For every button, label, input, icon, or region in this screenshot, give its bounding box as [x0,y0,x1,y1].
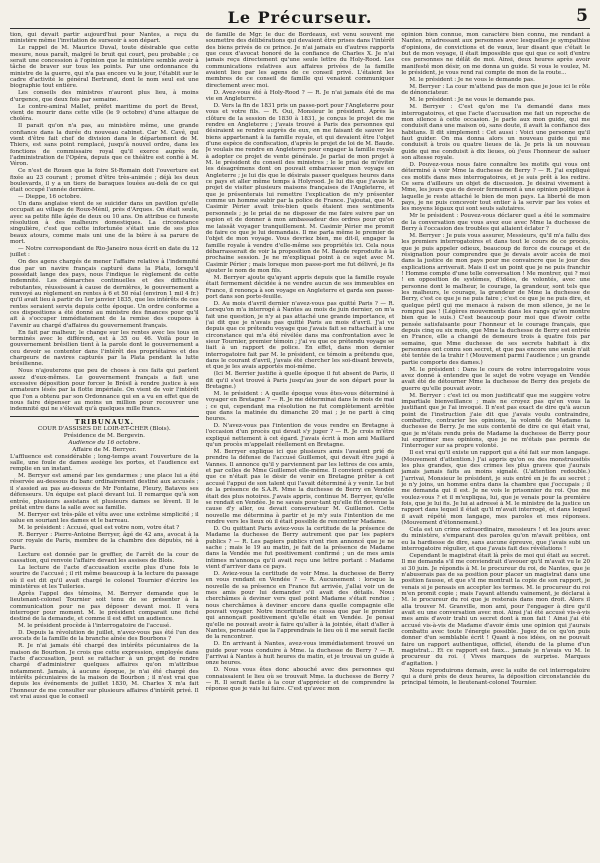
paragraph: M. Berryer est très-pâle et vêtu avec une extrême simplicité ; il salue en souriant les dames et le barreau. [10,511,199,525]
masthead [10,6,590,29]
paragraph: Ce n'est de Rouen que la foire St-Romain doit l'ouverture est fixée au 23 courant ; promet d'être très-animée ; déjà les deux boulevards, il y a un tiers de baraques louées au-delà de ce qui était occupé l'année dernière. [10,168,199,194]
paragraph: R. Berryer : Pierre-Antoine Berryer, âgé de 42 ans, avocat à la cour royale de Paris, membre de la chambre des députés, né à Paris. [10,532,199,551]
paragraph: En fait par malheur, le change sur les rentes avec les tous en terminés avec le différend, est à 35 ou 46. Voilà pour le gouvernement brésilien tient à la parole dont le gouvernement a ceu devoir se contenter dans l'intérêt des propriétaires et des chargeurs de navires capturés par la Plata pendant la lutte brésilienne. [10,329,199,368]
paragraph: D. Vers la fin de 1831 pris un passe-port pour l'Angleterre pour vous et votre fils. — R. Oui, Monsieur le président. Après la clôture de la session de 1830 à 1831, je conçus le projet de me rendre en Angleterre ; j'avais trouvé à Paris des personnes qui désiraient se rendre auprès de eux, en me faisant de sauver les biens appartenant à la famille royale, et qui devaient être l'objet d'une espèce de confiscation, d'après le projet de loi de M. Baude. Je voulais me rendre en Angleterre pour engager la famille royale à adopter ce projet de vente générale. Je parlai de mon projet à M. le président du conseil des ministres ; le le priai de m'éviter les désagrémens dont on pouvait embarrasser mon voyage en Angleterre ; je lui dis que le désirais passer quelques heures dans ce pays et aller même temps à Holyrood. Je lui dis que j'avais le projet de visiter plusieurs maisons françaises de l'Angleterre, et que je présenterais lui remettre l'explication de m'y présenter comme un homme subir par la police de France. J'ajoutai, que M. Casimir Périer avait très-bien quels étaient mes sentiments personnels ; je le priai de ne disposer de me faire suivre par un espion et de donner à mon ambassadeur des ordres pour qu'on me laissât voyager tranquillement. M. Casimir Périer me promit de faire ce que je lui demandais. Il me parla même le premier de l'objet de mon voyage. Vous devriez bien, me dit-il, engager la famille royale à vendre d'elle-même ses propriétés ici. Cela nous débarrasserait de voir la proposition de M. Baude reproduite à la prochaine session. Je ne m'expliquai point à ce sujet avec M. Casimir Périer ; mais lorsque mon passe-port me fut délivré, je fis ajouter le nom de mon fils. [205,102,395,274]
newspaper-title: Le Précurseur. [227,8,373,27]
paragraph: M. le président : Accusé, quel est votre nom, votre état ? [18,525,180,532]
paragraph: M. le président : Dans le cours de votre interrogatoire vous avez donné à entendre que le sujet de votre voyage en Vendée avait été de détourner Mme la duchesse de Berry des projets de guerre qu'elle pouvait avoir. [401,366,590,392]
paragraph: M. Berryer : Je puis vous assurer, Messieurs, qu'il m'a fallu des les premiers interrogatoires et dans tout le cours de ce procès, que je puis appeler odieux, beaucoup de force de courage et de résignation pour comprendre que je devais avoir accès de moi dans la justice de mon pays pour me convaincre que le jour des explications arriverait. Mais il est un point que je ne puis franchir ! Homme compte d'une telle conversation ! Me montrer, qui ? moi ! en opposition de systèmes, d'idées, de volontés, avec une personne dont le malheur, le courage, la grandeur, sont tels que les malheurs, le courage, la grandeur de Mme la duchesse de Berry, c'est ce que je ne puis faire ; c'est ce que je ne puis dire, et quelque péril qui me menace à raison de mon silence, je ne le romprai pas ! (Légères mouvements dans les rangs qu'en montre bien que le suis.) C'est beaucoup pour moi que d'avoir cette pensée satisfaisante pour l'honneur et le courage français, que depuis cinq ou six mois, que Mme la duchesse de Berry est entrée en France, elle a changé de demeure trois à quatre fois par semaine, que Mme duchesse de ses secrets habitait à dix personnes ont connu son secret, et que pas encore une seule n'ait été tentée de la trahir ! (Mouvement parmi l'audience ; un grande partie comporte des dames.) [401,232,590,366]
paragraph: Cependant le magistrat était là près de moi qui était au secret. Il me demanda s'il me conviendrait d'avouer qu'il m'avait vu le 20 si 30 juin. Je répondis à M. le procureur du roi, de Nantes, que je n'abuserais pas de sa position pour placer un magistrat dans une position fausse, et que s'il me montrait la copie de son rapport, je venais si je pensais en accepter les termes. M. le procureur du roi m'en promit copie ; mais l'ayant attendu vainement, je déclarai à M. le procureur du roi que je resterais dans mon droit. Alors il alla trouver M. Granville, mon ami, pour l'engager à dire qu'il avait eu une conversation avec moi. Ainsi j'ai été accusé vis-à-vis mes amis d'avoir trahi un secret dont à mon fait ! Ainsi j'ai été accusé vis-à-vis de Madame d'avoir émis une opinion qui j'aurais combattu avec toute l'énergie possible. Jugez de ce qu'on puis donner d'un semblable écrit ! Quant à nos idées, on ne pouvait faire un rapport authentique, officiel, étendu de la plume d'un magistrat... Et ce rapport est faux... jamais je n'avais vu M. le procureur du roi. ( Vives marques de surprise. Marques d'agitation. ) [401,552,590,667]
paragraph: D. Aviez-vous la certitude de voir Mme. la duchesse de Berry en vous rendant en Vendée ? — R. Aucunement : lorsque la nouvelle de sa présence en France fut arrivée, j'allai voir un de mes amis pour lui demander s'il avait des détails. Nous cherchâmes à deviner vers quel point Madame s'était rendue ; nous cherchâmes à deviner encore dans quelle compagnie elle pouvait voyager. Notre incertitude ne cessa que par le premier qui annonçait positivement qu'elle était en Vendée. Je pensai qu'elle ne pouvait avoir à faire qu'aller à la jointée, était d'aller à Nantes, persuadé que la l'apprendrais le lieu où il me serait facile de la rencontrer. [205,570,395,641]
page-number: 5 [576,6,588,26]
article-columns [10,32,590,862]
paragraph: M. le président : Je ne vous le demande pas. [409,77,535,83]
column-1 [10,32,199,862]
section-divider [10,416,199,417]
paragraph: Il est vrai qu'il existe un rapport qui a été fait sur mon langage. (Mouvement d'attention.) J'ai appris qu'on ou des monstruosités les plus grandes, que des crimes les plus graves que j'aurais jamais jamais faits au moins signalé. (L'attention redouble.) J'arrivai, Monsieur le président, je suis entré en je fis au secret ; je n'y joins, un homme entra dans la chambre que j'occupais ; il me demanda qui il est. Je ne vois le prisonnier du roi. Que me voulez-vous ? et il m'expliqua, lui, que je venais pour la première fois, que je lui fis. Je lui ai adressé à M. le ministre de la justice un rapport dans lequel il était qu'il m'avait interrogé, et dans lequel il avait répété mon langage, mes paroles et mes réponses. (Mouvement d'étonnement.) [401,450,590,527]
column-3 [401,32,590,862]
paragraph: de famille de Mgr. le duc de Bordeaux, est venu souvent me soumettre des délibérations qui devaient être prises dans l'intérêt des biens privés de ce prince. Je n'ai jamais eu d'autres rapports que ceux d'avocat honoré de la confiance de Charles X. Je n'ai jamais reçu directement qu'une seule lettre du Holy-Rood. Les communications relatives aux affaires privées de la famille avaient lieu par les agens de ce conseil privé. L'étaient les membres de ce conseil de famille qui venaient communiquer directement avec moi. [205,32,395,89]
paragraph: (Ici M. Berrier justifie à quelle époque il fut absent de Paris, il dit qu'il s'est trouvé à Paris jusqu'au jour de son départ pour la Bretagne.) [205,371,395,390]
paragraph: — Dieppe, 16 octobre. [18,194,82,201]
paragraph: On des agens chargés de mener l'affaire relative à l'indemnité due par un navire français capturé dans la Plata, lorsqu'il possédait lange des pays, nous l'indique le règlement de cette indemnité. Les démarches continuelles et des difficultés rebutantes, réussissant à cause de dernières, le gouvernement a renvoyé au règlement en rentes à 6 et 50 réal (environ 1 mil 4 fr.) qu'il avait lieu à partir du 1er janvier 1835, que les intérêts de ces rentes seraient servis depuis cette époque. Un ordre conforme a ces dispositions a été donné au ministre des finances pour qu'il ait à s'occuper immédiatement de la remise des coupons à l'avenir au chargé d'affaires du gouvernement français. [10,259,199,329]
paragraph: La lecture de l'acte d'accusation excite plus d'une fois le sourire de l'accusé ; il rit même beaucoup à la lecture du passage où il est dit qu'il avait chargé le colonel Tournier d'écrire les ministères et les Tuileries. [10,564,199,590]
paragraph: D. Au mois d'avril dernier n'avez-vous pas quitté Paris ? — R. Lorsqu'on m'a interrogé à Nantes au mois de juin dernier, on m'a fait une question, je n'y ai pas attaché une grande importance, et j'ai dit que je n'avais pas quitté Paris au mois d'avril. J'ai vu depuis que ce prétendu voyage que j'avais fait se rattachait à une circonstance qui m'a été révélée dans ma confrontation avec le sieur Tournier, premier témoin ; j'ai vu que ce prétendu voyage se liait à un rapport de police. En effet, dans mon dernier interrogatoire fait par M. le président, ce témoin a prétendu que, dans le courant d'avril, j'avais été chercher les soi-disant brevets, et que je les avais apportés moi-même. [205,300,395,371]
paragraph: Un dans anglaise vient de se suicider dans un pavillon qu'elle occupait au village de Roux-Ménil, près d'Arques. On était seule, avec sa petite fille âgée de deux ou 10 ans. On attribue ce funeste résolution à des malheurs domestiques. La circonstance singulière, c'est que cette infortunée s'était unie de ses plus beaux atours, comme mais uni une de la bière à sa parure de mort. [10,201,199,246]
paragraph: L'affluence est considérable ; long-temps avant l'ouverture de la salle, une foule de dames assiège les portes, et l'audience est remplie en un instant. [10,453,199,473]
paragraph: M. Berryer : c'est ici ou mon justificatif que me suggère votre impartiale bienveillance ; mais ne croyez pas qu'en vous la justifiant que je l'ai invoqué. Il n'est pas exact de dire qu'à aucun point de l'instruction j'aie dit que j'avais voulu contraindre, combattre, contrarier les opinions, la volonté de Madame la duchesse de Berry. Je me suis contenté de dire ce qui était vrai, que je m'étais rendu près de Madame la duchesse de Berry pour lui exprimer mes opinions, que je ne m'étais pas permis de l'interroger sur sa propre volonté. [401,392,590,450]
affaire-title: Affaire de M. Berryer. [72,446,137,453]
paragraph: M. le président procède à l'interrogatoire de l'accusé. [18,623,171,630]
paragraph: M. Berryer ajoute qu'ayant appris depuis que la famille royale était fermement décidée à ne vendre aucun de ses immeubles en France, il renonça à son voyage en Angleterre et garda son passe-port dans son porte-feuille. [205,274,395,300]
paragraph: D. N'avez-vous pas l'intention de vous rendre en Bretagne à l'occasion d'un procès qui devait s'y juger ? — R. Je crois m'être expliqué nettement à cet égard. J'avais écrit à mon ami Maillard qu'un procès m'appelait réellement en Bretagne. [205,423,395,449]
section-heading-tribunaux: TRIBUNAUX. [74,417,134,426]
paragraph: Il parait qu'on n'a pas, au ministère même, une grande confiance dans la durée du nouveau cabinet. Car M. Cavé, qui vient d'être fait chef de division dans le département de M. Thiers, est sans point remplacé, jusqu'à nouvel ordre, dans les fonctions de commissaire royal qu'il exerce auprès de l'administration de l'Opéra, depuis que ce théâtre est confié à M. Véron. [10,123,199,168]
paragraph: D. Avez-vous été à Holy-Rood ? — R. Je n'ai jamais été de ma vie en Angleterre. [205,89,395,103]
paragraph: D. En arrivant à Nantes, avez-vous immédiatement trouvé un guide pour vous conduire à Mme. la duchesse de Berry ? — R. J'arrivai à Nantes à huit heures du matin, et je trouvai un guide à onze heures. [205,641,395,667]
paragraph: Nous n'ajouterons que peu de choses à ces faits qui parlent assez d'eux-mêmes. Le gouvernement français a fait une excessive déposition pour forcer le Brésil à rendre justice à ses armateurs lésés par la flotte impériale. On vient de voir l'intérêt que l'on a obtenu par son Ordonnance qui en a vu en effet que de nous faire dépenser au moins un million pour recouvrer une indemnité qui ne s'élevait qu'à quelques mille francs. [10,368,199,413]
paragraph: D. Ou quittant Paris aviez-vous la certitude de la présence de Madame la duchesse de Berry autrement que par les papiers publics ? — R. Les papiers publics n'ont rien annoncé que je ne sache ; mais le 19 au matin, je fait de la présence de Madame dans la Vendée me fut positivement confirmé ; un de mes amis intimes m'annonça qu'il avait reçu une lettre portant : Madame vient d'arriver dans ce pays. [205,525,395,570]
paragraph: D. Nous vous êtes donc abouché avec des personnes qui connaissaient le lieu où se trouvait Mme. la duchesse de Berry ? — R. Il serait facile à la cour d'apprécier et de comprendre la réponse que je vais lui faire. C'est qu'avec mon [205,667,395,693]
paragraph: Lecture est donnée par le greffier, de l'arrêt de la cour de cassation, qui renvoie l'affaire devant les assises de Blois. [10,551,199,564]
paragraph: R. Je n'ai jamais été chargé des intérêts pécuniaires de la maison de Bourbon. Je crois que cette expression, employée dans l'acte d'accusation, peut se rattacher à un projet de rendre chargé d'administrer quelques affaires qu'on m'attribue notamment. Jamais, à aucune époque, je n'ai été chargé des intérêts pécuniaires de la maison de Bourbon ; il n'est vrai que depuis les événements de juillet 1830, M. Charles X m'a fait l'honneur de me consulter sur plusieurs affaires d'intérêt privé. Il est vrai aussi que le conseil [10,643,199,701]
audience-date: Audience du 16 octobre. [68,439,141,446]
paragraph: Mr le président : Pouvez-vous déclarer quel a été le sommaire de la conversation que vous avez eue avec Mme la duchesse de Berry à l'occasion des troubles qui allaient éclater ? [401,213,590,232]
paragraph: Nous reproduirons demain, avec la suite de cet interrogatoire qui a duré près de deux heures, la déposition circonstanciée du principal témoin, le lieutenant-colonel Tournier. [401,667,590,687]
paragraph: M. Berryer : C'est qu'on me l'a demandé dans mes interrogatoires, et que l'acte d'accusation me fait un reproche de mon silence à cette occasion. Je parle aux mon guide, qui me conduisit dans une maison où, sans doute, il avait la confiance des habitans. Il dit simplement : Cet aussi : Voici une personne qu'il faut guider. On ma donna alors un nouveau guide qui me conduisit à trois ou quatre lieues de là. Je pris là un nouveau guide qui me conduisit à dix lieues, où j'eus l'honneur de saluer son altesse royale. [401,104,590,161]
paragraph: M. Berryer : La cour m'attend pas de mon que je joue ici le rôle de dénonciateur. [401,83,590,97]
paragraph: Les conseils des ministres n'auront plus lieu, à moins d'urgence, que deux fois par semaine. [10,90,199,103]
court-presidence: Présidence de M. Bergevin. [63,432,145,439]
paragraph: M. Berryer explique ici que plusieurs amis l'avaient prié de prendre la défense de l'accusé Guillemot, qui devait être jugé à Vannes. Il annonce qu'il y parviennent par les lettres de ces amis, et par celles de Mme Guillemot elle-même. Il convient cependant que ce n'était pas le désir de venir en Bretagne prêter à cet accusé l'appui de son talent qui l'avait déterminé à y venir. Le but de la présence de S.A.R. Mme la duchesse de Berry en Vendée était des plus notoires. J'avais appris, continue M. Berryer, qu'elle se rendait en Vendée. Je ne savais pour-tant qu'elle fût devenue la cause d'y aller, ou devait conservateur M. Guillemot. Cette nouvelle me détermina à partir et je m'y suis l'intention de me rendre vers les lieux où il était possible de rencontrer Madame. [205,449,395,525]
paragraph: Le contre-amiral Mallet, préfet maritime du port de Brest, vient de mourir dans cette ville (le 9 octobre) d'une attaque de choléra. [10,103,199,123]
paragraph: Après l'appel des témoins, M. Berryer demande que le lieutenant-colonel Tournier soit tenu de se présenter à la communication pour ne pas déposer devant moi. Il vera interroger pour moment. M. le président comparait une fiché destiné de la demande, et comme il est effet un audience. [10,590,199,623]
paragraph: opinion bien connue, mon caractère bien connu, me rendant à Nantes, m'adressant aux personnes avec lesquelles je sympathise d'opinions, de convictions et de vœux, leur disant que c'était le but de mon voyage, il était impossible que qui que ce soit d'entre ces personnes ne délât de moi. Ainsi, deux heures après avoir manifesté mon désir, on me donna un guide. Si vous le voulez, M. le président, je vous rend rai compte de mon de la route... [401,32,590,77]
court-name: COUR D'ASSISES DE LOIR-ET-CHER (Blois). [37,425,171,432]
paragraph: Le rappel de M. Maurice Duval, toute désirable que cette mesure, nous paraît, malgré le bruit qui court, peu probable ; ce serait une concession à l'opinion que le ministère semble avoir à tâche de braver sur tous les points. Par une ordonnance du ministre de la guerre, qui n'a pas encore vu le jour, l'établit sur le cadre d'activité le général Bertrand, dont le nom seul est une biographie tout entière. [10,45,199,90]
paragraph: D. Depuis la révolution de juillet, n'avez-vous pas été l'un des avocats de la famille de la branche aînée des Bourbons ? [10,630,199,643]
paragraph: M. le président : Je ne vous le demande pas. [409,97,535,104]
paragraph: D. Pouvez-vous nous faire connaître les motifs qui vous ont déterminé à voir Mme la duchesse de Berry ? — R. J'ai expliqué ces motifs dans mes interrogatoires, et je suis prêt à les redire. Ce sera d'ailleurs un objet de discussion. Je désirai vivement à Mme, les jours que de devoir fermement à une opinion politique à laquelle je reste attaché le bien de mon pays. La liberté de mon pays, je ne puis concevoir tout entier à la servir par les voies et les moyens légaux qui sont seuls salutaires. [401,161,590,213]
paragraph: M. le président : A quelle époque vous êtes-vous déterminé à voyager en Bretagne ? — R. Je me déterminai dans le mois de mai ; ce qui, cependant ma résolution ne fut complètement arrêtée que dans la matinée du dimanche 20 mai ; je ne parti à cinq heures. [205,390,395,423]
paragraph: — Notre correspondant de Rio-Janeiro nous écrit en date du 12 juillet : [10,246,199,259]
paragraph: Cela est un crime extraordinaire, messieurs ! et les jours avec du ministère, s'emparant des paroles qu'on m'avait prêtées, ont eu la hardiesse de dire, sans aucune épreuve, que j'avais subi un interrogatoire régulier, et que j'avais fait des révélations ! [401,527,590,553]
column-2 [206,32,395,862]
paragraph: M. Berryer est amené par les gendarmes ; une place lui a été réservée au-dessous du banc ordinairement destiné aux accusés ; il s'assied au pas au-dessus de Mr Fontaine, Fleury, Bataves ses défenseurs. Un équipe est placé devant lui. Il remarque qu'à son entrée, plusieurs assistans et plusieurs dames se lèvent. Il le prélat entre dans la salle avec sa famille. [10,473,199,511]
paragraph: tion, qui devait partir aujourd'hui pour Nantes, a reçu du ministère même l'invitation de surseoir à son départ. [10,32,199,45]
